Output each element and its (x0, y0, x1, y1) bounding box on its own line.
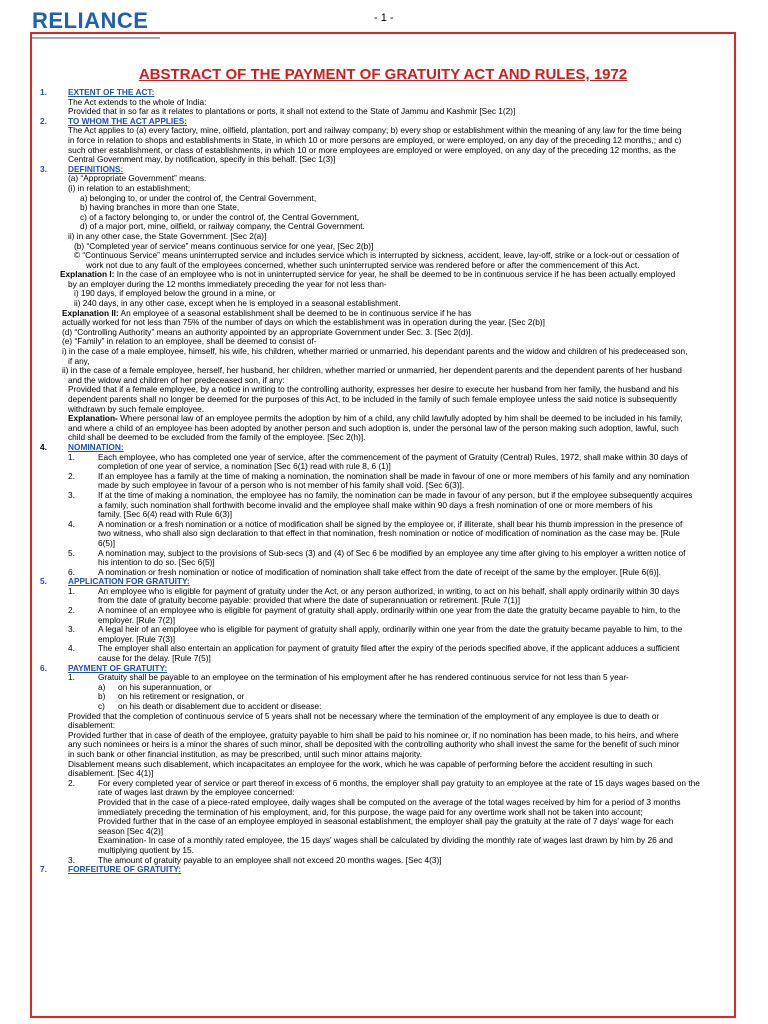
text-line: Provided that if a female employee, by a notice in writing to the controlling authority, expresses her desire to execute her husband from her family, the husband and his (68, 384, 679, 395)
document-title: ABSTRACT OF THE PAYMENT OF GRATUITY ACT AND RULES, 1972 (138, 66, 628, 83)
list-item: from the date of gratuity become payable: provided that where the date of superannuation or retirement. [Rule 7(1)] (98, 595, 521, 606)
text-line: and where a child of an employee has been adopted by another person and such adoption is, under the personal law of the person making such adoption, lawful, such (68, 422, 679, 433)
section-3-heading: 3. DEFINITIONS: (40, 163, 124, 174)
list-item: 6(5)] (98, 537, 116, 548)
text-line: rate of wages last drawn by the employee concerned: (98, 787, 295, 798)
text-line: Central Government may, by notification, specify in this behalf. [Sec 1(3)] (68, 154, 336, 165)
text-line: (e) “Family” in relation to an employee, shall be deemed to consist of- (62, 336, 317, 347)
explanation-adoption: Explanation- Where personal law of an employee permits the adoption by him of a child, any child lawfully adopted by him shall be deemed to be included in his family, (68, 413, 683, 424)
application-list (40, 587, 724, 664)
text-line: Provided that the completion of continuous service of 5 years shall not be necessary where the termination of the employment of any employee is due to death or (68, 710, 660, 721)
text-line: d) of a major port, mine, oilfield, or railway company, the Central Government. (80, 221, 365, 232)
list-item: 1. Each employee, who has completed one year of service, after the commencement of the payment of Gratuity (Central) Rules, 1972, shall make within 30 days of (68, 451, 688, 462)
text-line: such other establishment, or class of establishments, in which 10 or more employees are employed or were employed, on any day of the preceding 12 months, as the (68, 144, 676, 155)
list-item: 4. A nomination or a fresh nomination or a notice of modification shall be signed by the employee or, if illiterate, shall bear his thumb impression in the presence of (68, 518, 683, 529)
text-line: i) in the case of a male employee, himself, his wife, his children, whether married or unmarried, his dependant parents and the widow and children of his predeceased son, (62, 346, 688, 357)
list-item: 4. The employer shall also entertain an application for payment of gratuity filed after the expiry of the periods specified above, if the applicant adduces a sufficient (68, 643, 680, 654)
text-line: b) having branches in more than one State, (80, 202, 240, 213)
text-line: ii) 240 days, in any other case, except when he is employed in a seasonal establishment. (74, 298, 401, 309)
text-line: The Act applies to (a) every factory, mine, oilfield, plantation, port and railway company; b) every shop or establishment within the meaning of any law for the time being (68, 125, 682, 136)
text-line: disablement. [Sec 4(1)] (68, 768, 154, 779)
text-line: Provided that in the case of a piece-rated employee, daily wages shall be computed on the average of the total wages received by him for a period of 3 months (98, 796, 681, 807)
nomination-list (40, 453, 724, 578)
list-item: made by such employee in favour of a person who is not member of his family shall void. [Sec 6(3)]. (98, 480, 465, 491)
list-item: a) on his superannuation, or (98, 681, 212, 692)
list-item: 2. A nominee of an employee who is eligible for payment of gratuity shall apply, ordinarily within one year from the date the gratuity became payable to him, to the (68, 605, 681, 616)
text-line: in force in relation to shops and establishments in State, in which 10 or more persons are employed, or were employed, on any day of the preceding 12 months,; and c) (68, 134, 682, 145)
section-5-heading: 5. APPLICATION FOR GRATUITY: (40, 576, 190, 587)
text-line: any such nominees or heirs is a minor the shares of such minor, shall be deposited with the controlling authority who shall invest the same for the benefit of such minor (68, 739, 680, 750)
text-line: child shall be deemed to be excluded from the family of the employee. [Sec 2(h)]. (68, 432, 366, 443)
list-item: completion of one year of service, a nomination [Sec 6(1) read with rule 8, 6 (1)] (98, 461, 391, 472)
text-line: (b) “Completed year of service” means continuous service for one year, [Sec 2(b)] (74, 240, 374, 251)
list-item: 5. A nomination may, subject to the provisions of Sub-secs (3) and (4) of Sec 6 be modified by an employee any time after giving to his employer a written notice of (68, 547, 686, 558)
text-line: c) of a factory belonging to, or under the control of, the Central Government, (80, 211, 360, 222)
list-item: two witness, who shall also sign declaration to that effect in that nomination, fresh nomination or notice of modification of nomination as the case may be. [Rule (98, 528, 680, 539)
list-item: c) on his death or disablement due to accident or disease: (98, 701, 322, 711)
page-number: - 1 - (374, 12, 394, 24)
list-item: 1. An employee who is eligible for payment of gratuity under the Act, or any person authorized, in writing, to act on his behalf, shall apply ordinarily within 30 days (68, 585, 680, 596)
text-line: i) 190 days, if employed below the ground in a mine, or (74, 288, 276, 299)
text-line: a) belonging to, or under the control of, the Central Government, (80, 192, 317, 203)
list-item: 3. The amount of gratuity payable to an employee shall not exceed 20 months wages. [Sec 4(3)] (68, 854, 442, 865)
list-item: a family, such nomination shall forthwith become invalid and the employee shall make within 90 days a fresh nomination of one or more members of his (98, 499, 653, 510)
document-body (40, 88, 724, 875)
text-line: immediately preceding the termination of his employment, and, for this purpose, the wage paid for any overtime work shall not be taken into account; (98, 806, 643, 817)
text-line: season [Sec 4(2)] (98, 825, 164, 836)
list-item: employer. [Rule 7(2)] (98, 614, 176, 625)
text-line: withdrawn by such female employee. (68, 403, 205, 414)
list-item: family. [Sec 6(4) read with Rule 6(3)] (98, 509, 233, 520)
text-line: The Act extends to the whole of India: (68, 96, 207, 107)
list-item: cause for the delay. [Rule 7(5)] (98, 653, 211, 664)
text-line: ii) in any other case, the State Government. [Sec 2(a)] (68, 230, 267, 241)
text-line: © “Continuous Service” means uninterrupted service and includes service which is interrupted by sickness, accident, leave, lay-off, strike or a lock-out or cessation of (74, 250, 680, 261)
section-2-heading: 2. TO WHOM THE ACT APPLIES: (40, 115, 188, 126)
explanation-2: Explanation II: An employee of a seasonal establishment shall be deemed to be in continuous service if he has (62, 307, 472, 318)
text-line: if any, (68, 355, 90, 366)
list-item: 6. A nomination or fresh nomination or notice of modification of nomination shall take effect from the date of receipt of the same by the employer. [Rule 6(6)]. (68, 566, 661, 577)
explanation-1: Explanation I: In the case of an employee who is not in uninterrupted service for year, he shall be deemed to be in continuous service if he has been actually employed (60, 269, 676, 280)
text-line: Examination- In case of a monthly rated employee, the 15 days' wages shall be calculated by dividing the monthly rate of wages last drawn by him by 26 and (98, 835, 673, 846)
text-line: Provided further that in the case of an employee employed in seasonal establishment, the employer shall pay the gratuity at the rate of 7 days' wage for each (98, 816, 674, 827)
text-line: by an employer during the 12 months immediately preceding the year for not less than- (68, 278, 387, 289)
text-line: Disablement means such disablement, which incapacitates an employee for the work, which he was capable of performing before the accident resulting in such (68, 758, 653, 769)
list-item: 3. A legal heir of an employee who is eligible for payment of gratuity shall apply, ordinarily within one year from the date the gratuity became payable to him, to the (68, 624, 683, 635)
text-line: and the widow and children of her predeceased son, if any: (68, 374, 285, 385)
reliance-logo: RELIANCE (32, 8, 148, 34)
list-item: 2. For every completed year of service or part thereof in excess of 6 months, the employer shall pay gratuity to an employee at the rate of 15 days wages based on the (68, 777, 700, 788)
section-4-heading: 4. NOMINATION: (40, 441, 124, 452)
text-line: ii) in the case of a female employee, herself, her husband, her children, whether married or unmarried, her dependent parents and the dependent parents of her husband (62, 365, 682, 376)
text-line: in such bank or other financial institution, as may be prescribed, until such minor attains majority. (68, 748, 423, 759)
list-item: his intention to do so. [Sec 6(5)] (98, 557, 215, 568)
text-line: Provided that in so far as it relates to plantations or ports, it shall not extend to the State of Jammu and Kashmir [Sec 1(2)] (68, 106, 516, 117)
text-line: Provided further that in case of death of the employee, gratuity payable to him shall be paid to his nominee or, if no nomination has been made, to his heirs, and where (68, 729, 679, 740)
section-1-heading: 1. EXTENT OF THE ACT: (40, 87, 155, 97)
section-7-heading: 7. FORFEITURE OF GRATUITY: (40, 864, 182, 875)
text-line: (i) in relation to an establishment; (68, 182, 191, 193)
text-line: (a) “Appropriate Government” means. (68, 173, 207, 184)
list-item: 2. If an employee has a family at the time of making a nomination, the nomination shall be made in favour of one or more members of his family and any nomination (68, 470, 690, 481)
list-item: 1. Gratuity shall be payable to an employee on the termination of his employment after he has rendered continuous service for not less than 5 year- (68, 672, 629, 683)
text-line: work not due to any fault of the employees concerned, whether such uninterrupted service was rendered before or after the commencement of this Act. (86, 259, 640, 270)
text-line: actually worked for not less than 75% of the number of days on which the establishment was in operation during the year. [Sec 2(b)] (62, 317, 545, 328)
list-item: b) on his retirement or resignation, or (98, 691, 245, 702)
text-line: (d) “Controlling Authority” means an authority appointed by an appropriate Government under Sec. 3. [Sec 2(d)]. (62, 326, 473, 337)
list-item: 3. If at the time of making a nomination, the employee has no family, the nomination can be made in favour of any person, but if the employee subsequently acquires (68, 489, 693, 500)
section-6-heading: 6. PAYMENT OF GRATUITY: (40, 662, 168, 673)
text-line: disablement: (68, 720, 116, 731)
text-line: multiplying quotient by 15. (98, 844, 194, 855)
text-line: dependent parents shall no longer be deemed for the purposes of this Act, to be included in the family of such female employee unless the said notice is subsequently (68, 394, 677, 404)
list-item: employer. [Rule 7(3)] (98, 633, 176, 644)
